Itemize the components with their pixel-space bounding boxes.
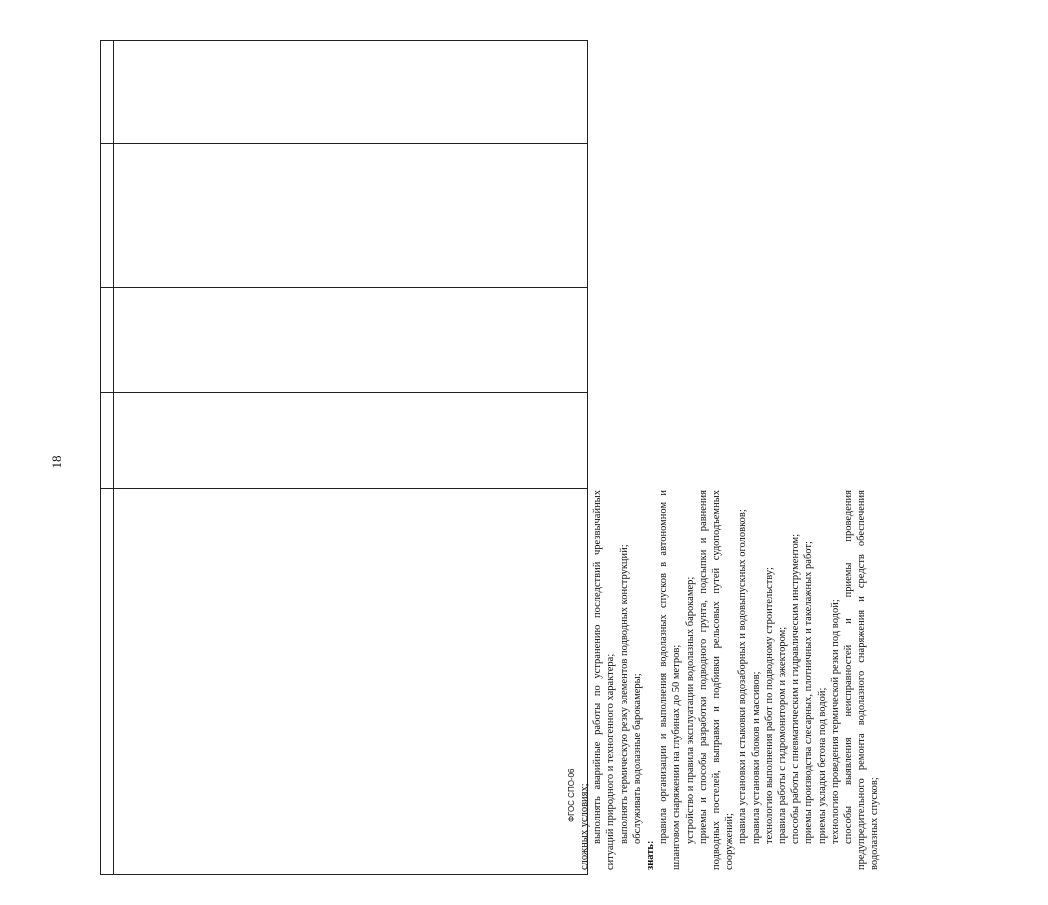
competency-text-block <box>578 490 1048 870</box>
text-paragraph: обслуживать водолазные барокамеры; <box>631 673 643 844</box>
text-paragraph: правила организации и выполнения водолазных спусков в автономном и шланговом снаряжении на глубинах до 50 метров; <box>658 490 683 870</box>
text-paragraph: устройство и правила эксплуатации водолазных барокамер; <box>684 576 696 844</box>
table-divider <box>100 287 588 288</box>
text-paragraph: сложных условиях; <box>579 783 590 870</box>
text-paragraph: приемы и способы разработки подводного грунта, подсыпки и равнения подводных постелей, выправки и подбивки рельсовых путей судоподъемных сооружений; <box>697 490 736 870</box>
text-paragraph: технологию проведения термической резки под водой; <box>829 599 841 844</box>
text-paragraph: правила установки и стыковки водозаборных и водовыпускных оголовков; <box>737 509 749 844</box>
text-paragraph: приемы укладки бетона под водой; <box>816 687 828 844</box>
table-divider <box>100 392 588 393</box>
table-column-divider <box>113 40 114 875</box>
text-paragraph: правила установки блоков и массивов; <box>750 671 762 844</box>
footer-code: ФГОС СПО-06 <box>567 768 576 822</box>
table-divider <box>100 143 588 144</box>
page-number: 18 <box>49 455 64 469</box>
text-paragraph: технологию выполнения работ по подводному строительству; <box>763 567 775 844</box>
text-paragraph: выполнять термическую резку элементов подводных конструкций; <box>618 544 630 844</box>
text-paragraph: приемы производства слесарных, плотничных и такелажных работ; <box>803 541 815 844</box>
section-label: знать: <box>645 840 657 870</box>
text-paragraph: способы выявления неисправностей и приемы проведения предупредительного ремонта водолазного снаряжения и средств обеспечения водолазных спусков; <box>843 490 881 870</box>
table-divider <box>100 488 588 489</box>
text-paragraph: правила работы с гидромонитором и эжектором; <box>777 626 789 844</box>
text-paragraph: выполнять аварийные работы по устранению последствий чрезвычайных ситуаций природного и техногенного характера; <box>592 490 617 870</box>
table-frame <box>100 40 588 875</box>
text-paragraph: способы работы с пневматическим и гидравлическим инструментом; <box>790 533 802 844</box>
